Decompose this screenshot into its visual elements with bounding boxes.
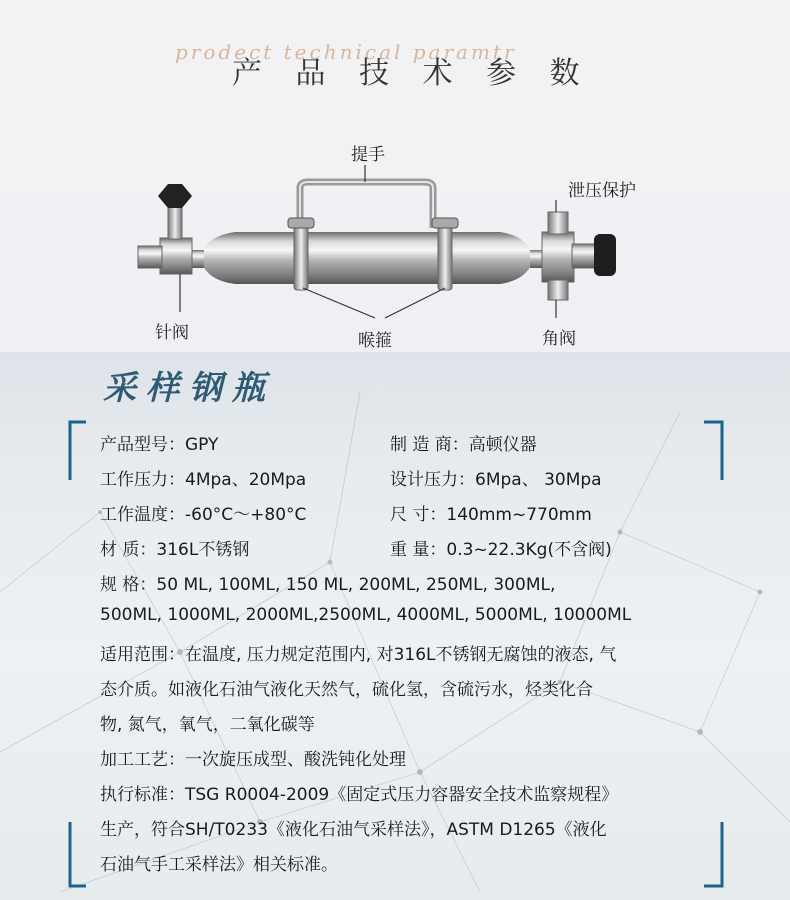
spec-scope-line3: 物, 氮气，氧气，二氧化碳等 bbox=[100, 715, 315, 735]
english-subtitle: prodect technical paramtr bbox=[175, 40, 517, 64]
spec-work-pressure: 工作压力：4Mpa、20Mpa bbox=[100, 470, 307, 490]
spec-maker: 制 造 商：高顿仪器 bbox=[390, 435, 537, 455]
spec-standard-line2: 生产，符合SH/T0233《液化石油气采样法》，ASTM D1265《液化 bbox=[100, 820, 607, 840]
spec-material: 材 质：316L不锈钢 bbox=[100, 540, 250, 560]
callout-handle: 提手 bbox=[351, 145, 385, 165]
section-title: 采样钢瓶 bbox=[103, 368, 275, 407]
spec-work-temp: 工作温度：-60°C～+80°C bbox=[100, 505, 307, 525]
spec-process: 加工工艺：一次旋压成型、酸洗钝化处理 bbox=[100, 750, 406, 770]
callout-angle-valve: 角阀 bbox=[542, 329, 576, 349]
spec-scope-line1: 适用范围：在温度, 压力规定范围内, 对316L不锈钢无腐蚀的液态, 气 bbox=[100, 645, 617, 665]
spec-model: 产品型号：GPY bbox=[100, 435, 219, 455]
callout-clamp: 喉箍 bbox=[358, 331, 392, 351]
spec-scope-line2: 态介质。如液化石油气液化天然气，硫化氢，含硫污水，烃类化合 bbox=[100, 680, 593, 700]
product-illustration-area bbox=[0, 0, 790, 360]
spec-panel bbox=[0, 352, 790, 900]
spec-size: 尺 寸：140mm~770mm bbox=[390, 505, 592, 525]
spec-capacity-line2: 500ML, 1000ML, 2000ML,2500ML, 4000ML, 5000ML, 10000ML bbox=[100, 605, 632, 625]
spec-weight: 重 量：0.3~22.3Kg(不含阀) bbox=[390, 540, 612, 560]
spec-standard-line3: 石油气手工采样法》相关标准。 bbox=[100, 855, 338, 875]
sample-cylinder-drawing bbox=[0, 0, 790, 360]
spec-capacity-line1: 规 格：50 ML, 100ML, 150 ML, 200ML, 250ML, 300ML, bbox=[100, 575, 556, 595]
callout-relief: 泄压保护 bbox=[568, 181, 636, 201]
spec-standard-line1: 执行标准：TSG R0004-2009《固定式压力容器安全技术监察规程》 bbox=[100, 785, 619, 805]
spec-design-pressure: 设计压力：6Mpa、 30Mpa bbox=[390, 470, 602, 490]
page-title: 产 品 技 术 参 数 bbox=[232, 56, 592, 91]
callout-needle-valve: 针阀 bbox=[155, 323, 189, 343]
